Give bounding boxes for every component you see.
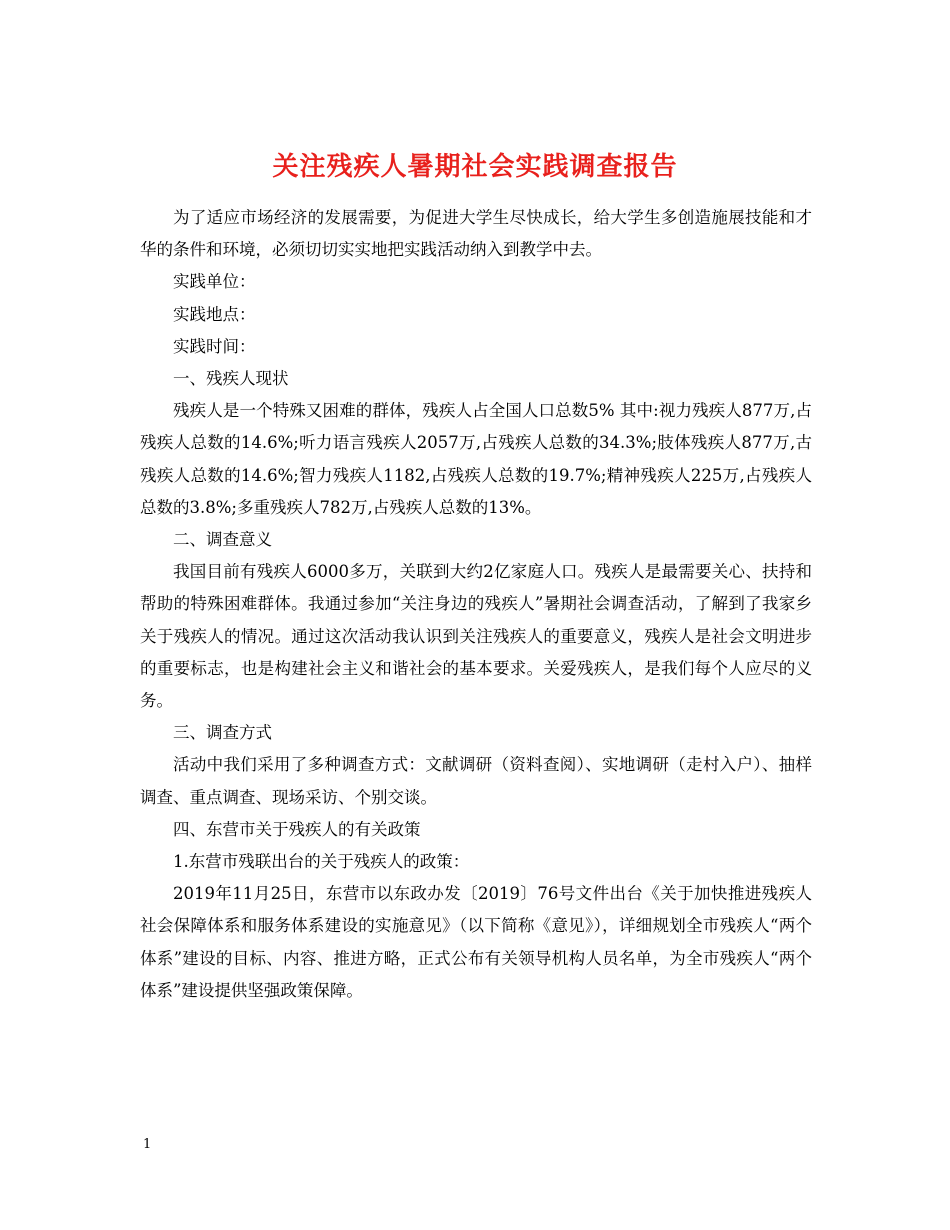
paragraph-practice-location: 实践地点：: [173, 304, 256, 324]
paragraph-intro: 为了适应市场经济的发展需要，为促进大学生尽快成长，给大学生多创造施展技能和才华的条件和环境，必须切切实实地把实践活动纳入到教学中去。: [140, 208, 812, 260]
paragraph-status: 残疾人是一个特殊又困难的群体，残疾人占全国人口总数5% 其中:视力残疾人877万,占残疾人总数的14.6%;听力语言残疾人2057万,占残疾人总数的34.3%;肢体残疾人877万,古残疾人总数的14.6%;智力残疾人1182,占残疾人总数的19.7%;精神残疾人225万,占残疾人总数的3.8%;多重残疾人782万,占残疾人总数的13%。: [140, 401, 812, 517]
document-body: [140, 202, 812, 1007]
page-number: 1: [143, 1137, 152, 1152]
section-heading-status: 一、残疾人现状: [173, 369, 289, 389]
section-heading-significance: 二、调查意义: [173, 530, 272, 550]
document-title: 关注残疾人暑期社会实践调查报告: [272, 152, 678, 183]
section-heading-policies: 四、东营市关于残疾人的有关政策: [173, 819, 421, 839]
paragraph-practice-time: 实践时间：: [173, 336, 256, 356]
paragraph-practice-unit: 实践单位：: [173, 272, 256, 292]
paragraph-methods: 活动中我们采用了多种调查方式：文献调研（资料查阅）、实地调研（走村入户）、抽样调查、重点调查、现场采访、个别交谈。: [140, 755, 812, 807]
section-heading-methods: 三、调查方式: [173, 723, 272, 743]
paragraph-significance: 我国目前有残疾人6000多万，关联到大约2亿家庭人口。残疾人是最需要关心、扶持和帮助的特殊困难群体。我通过参加“关注身边的残疾人”暑期社会调查活动，了解到了我家乡关于残疾人的情况。通过这次活动我认识到关注残疾人的重要意义，残疾人是社会文明进步的重要标志，也是构建社会主义和谐社会的基本要求。关爱残疾人，是我们每个人应尽的义务。: [140, 562, 812, 711]
paragraph-policy-detail: 2019年11月25日，东营市以东政办发〔2019〕76号文件出台《关于加快推进残疾人社会保障体系和服务体系建设的实施意见》（以下简称《意见》），详细规划全市残疾人“两个体系”建设的目标、内容、推进方略，正式公布有关领导机构人员名单，为全市残疾人“两个体系”建设提供坚强政策保障。: [140, 884, 812, 1000]
subsection-heading-policy-1: 1.东营市残联出台的关于残疾人的政策：: [173, 852, 470, 872]
